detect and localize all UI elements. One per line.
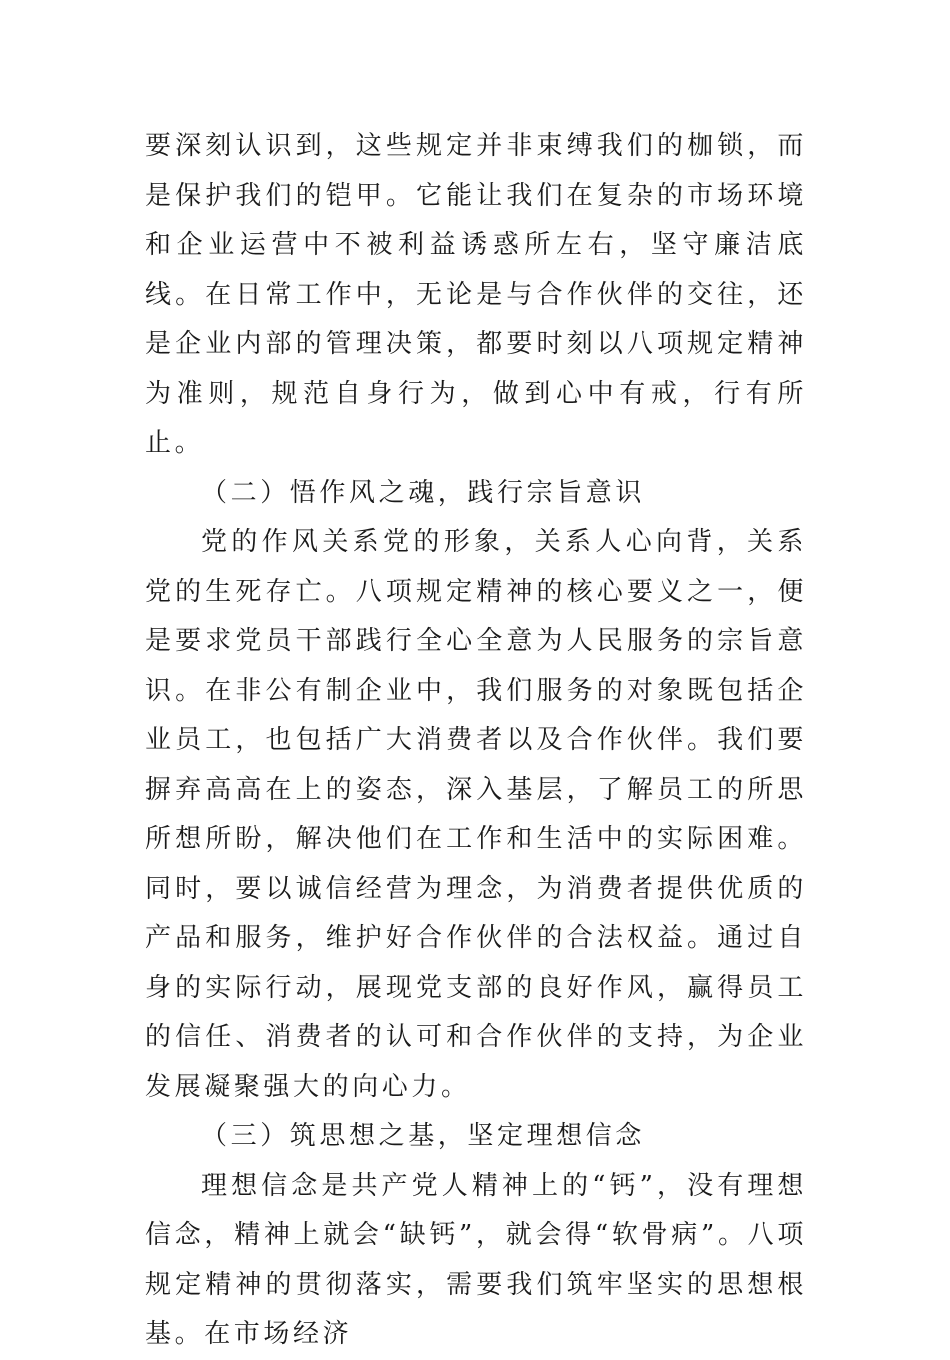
paragraph-ideals-belief: 理想信念是共产党人精神上的“钙”，没有理想信念，精神上就会“缺钙”，就会得“软骨病”。八项规定精神的贯彻落实，需要我们筑牢坚实的思想根基。在市场经济 xyxy=(145,1170,807,1349)
paragraph-work-style: 党的作风关系党的形象，关系人心向背，关系党的生死存亡。八项规定精神的核心要义之一，便是要求党员干部践行全心全意为人民服务的宗旨意识。在非公有制企业中，我们服务的对象既包括企业员工，也包括广大消费者以及合作伙伴。我们要摒弃高高在上的姿态，深入基层，了解员工的所思所想所盼，解决他们在工作和生活中的实际困难。同时，要以诚信经营为理念，为消费者提供优质的产品和服务，维护好合作伙伴的合法权益。通过自身的实际行动，展现党支部的良好作风，赢得员工的信任、消费者的认可和合作伙伴的支持，为企业发展凝聚强大的向心力。 xyxy=(145,527,807,1102)
document-body xyxy=(145,122,807,1360)
section-heading-2: （二）悟作风之魂，践行宗旨意识 xyxy=(201,477,646,508)
paragraph-iron-armor: 要深刻认识到，这些规定并非束缚我们的枷锁，而是保护我们的铠甲。它能让我们在复杂的市场环境和企业运营中不被利益诱惑所左右，坚守廉洁底线。在日常工作中，无论是与合作伙伴的交往，还是企业内部的管理决策，都要时刻以八项规定精神为准则，规范自身行为，做到心中有戒，行有所止。 xyxy=(145,131,807,458)
section-heading-3: （三）筑思想之基，坚定理想信念 xyxy=(201,1121,646,1151)
